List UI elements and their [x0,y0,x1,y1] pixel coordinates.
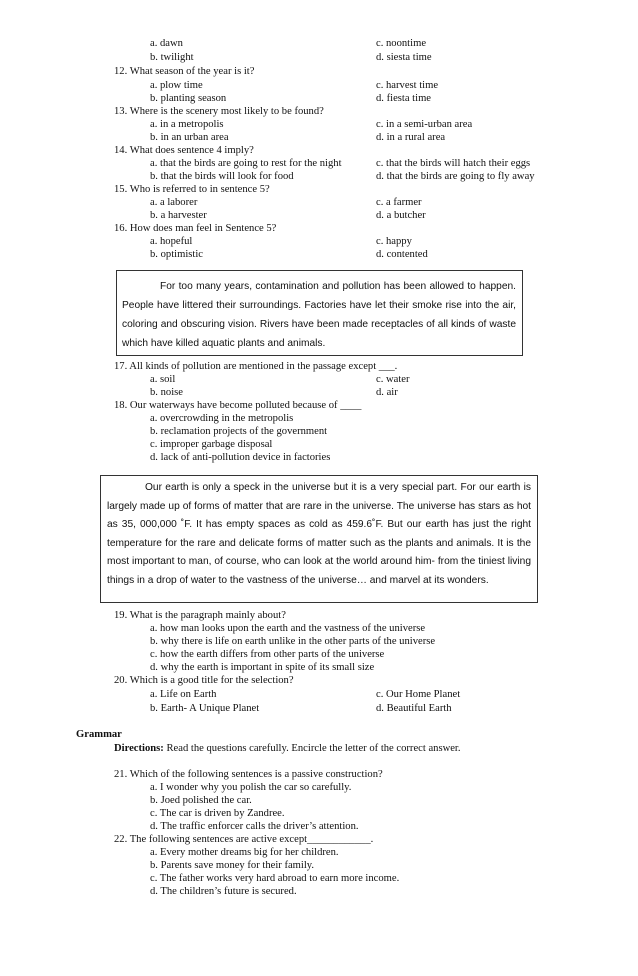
question-20: 20. Which is a good title for the selection? [114,675,294,686]
question-21: 21. Which of the following sentences is a passive construction? [114,769,383,780]
directions-text: Read the questions carefully. Encircle the letter of the correct answer. [163,743,461,754]
question-22: 22. The following sentences are active except____________. [114,834,374,845]
grammar-directions [114,742,461,755]
option-13d: d. in a rural area [376,132,446,143]
option-21b: b. Joed polished the car. [150,795,252,806]
option-15a: a. a laborer [150,197,198,208]
option-19d: d. why the earth is important in spite of its small size [150,662,375,673]
passage-earth: Our earth is only a speck in the universe but it is a very special part. For our earth is largely made up of forms of matter that are rare in the universe. The universe has stars as hot as 35, 000,000 ˚F. It has empty spaces as cold as 459.6˚F. But our earth has just the right temperature for the rare and delicate forms of matter such as the plants and animals. It is the most important to man, of course, who can look at the world around him- from the tiniest living things in a drop of water to the vastness of the universe… and marvel at its wonders. [107,482,531,586]
question-17: 17. All kinds of pollution are mentioned in the passage except ___. [114,361,398,372]
option-15d: d. a butcher [376,210,426,221]
question-12: 12. What season of the year is it? [114,66,255,77]
option-14b: b. that the birds will look for food [150,171,294,182]
passage-pollution: For too many years, contamination and pollution has been allowed to happen. People have littered their surroundings. Factories have let their smoke rise into the air, coloring and obscuring vision. Rivers have been made receptacles of all kinds of waste which have killed aquatic plants and animals. [122,281,516,349]
option-19a: a. how man looks upon the earth and the vastness of the universe [150,623,426,634]
option-14a: a. that the birds are going to rest for the night [150,158,342,169]
question-15: 15. Who is referred to in sentence 5? [114,184,270,195]
option-21c: c. The car is driven by Zandree. [150,808,285,819]
option-12c: c. harvest time [376,80,439,91]
option-17d: d. air [376,387,398,398]
option-13a: a. in a metropolis [150,119,224,130]
option-17a: a. soil [150,374,176,385]
option-15b: b. a harvester [150,210,207,221]
option-22d: d. The children’s future is secured. [150,886,297,897]
option-16c: c. happy [376,236,412,247]
option-20a: a. Life on Earth [150,689,217,700]
directions-label: Directions: [114,743,164,754]
option-11a: a. dawn [150,38,183,49]
question-14: 14. What does sentence 4 imply? [114,145,254,156]
option-15c: c. a farmer [376,197,422,208]
option-13b: b. in an urban area [150,132,229,143]
option-20b: b. Earth- A Unique Planet [150,703,260,714]
option-14d: d. that the birds are going to fly away [376,171,535,182]
option-14c: c. that the birds will hatch their eggs [376,158,531,169]
option-17b: b. noise [150,387,183,398]
option-21a: a. I wonder why you polish the car so carefully. [150,782,352,793]
option-12b: b. planting season [150,93,227,104]
option-11b: b. twilight [150,52,194,63]
question-13: 13. Where is the scenery most likely to be found? [114,106,324,117]
option-11c: c. noontime [376,38,427,49]
option-20c: c. Our Home Planet [376,689,461,700]
option-13c: c. in a semi-urban area [376,119,473,130]
option-16d: d. contented [376,249,428,260]
option-18a: a. overcrowding in the metropolis [150,413,294,424]
option-22c: c. The father works very hard abroad to earn more income. [150,873,400,884]
option-17c: c. water [376,374,410,385]
option-12a: a. plow time [150,80,203,91]
option-19b: b. why there is life on earth unlike in the other parts of the universe [150,636,436,647]
question-19: 19. What is the paragraph mainly about? [114,610,286,621]
option-11d: d. siesta time [376,52,432,63]
option-20d: d. Beautiful Earth [376,703,452,714]
option-16b: b. optimistic [150,249,203,260]
option-18c: c. improper garbage disposal [150,439,273,450]
option-18b: b. reclamation projects of the government [150,426,328,437]
option-19c: c. how the earth differs from other parts of the universe [150,649,385,660]
question-18: 18. Our waterways have become polluted because of ____ [114,400,362,411]
option-18d: d. lack of anti-pollution device in factories [150,452,331,463]
option-12d: d. fiesta time [376,93,432,104]
question-16: 16. How does man feel in Sentence 5? [114,223,277,234]
option-16a: a. hopeful [150,236,193,247]
option-22a: a. Every mother dreams big for her children. [150,847,339,858]
section-heading-grammar: Grammar [76,729,122,740]
option-22b: b. Parents save money for their family. [150,860,315,871]
option-21d: d. The traffic enforcer calls the driver’s attention. [150,821,359,832]
